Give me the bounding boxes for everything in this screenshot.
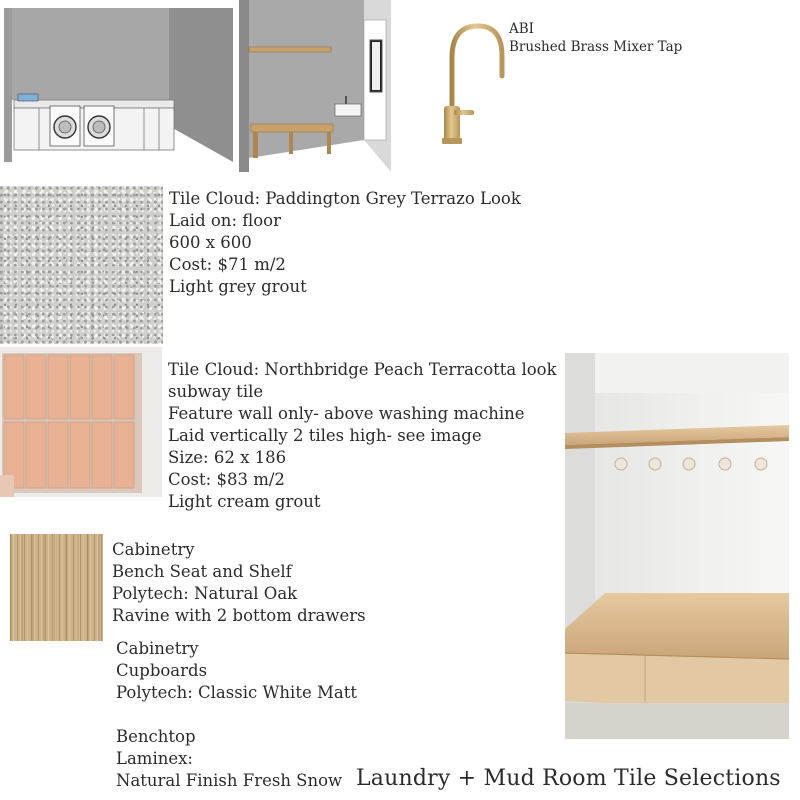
mudroom-photo (565, 353, 789, 739)
laundry-render (4, 8, 233, 162)
cabinetry-cupboards-line: Cabinetry (116, 639, 199, 658)
terrazzo-tile-swatch (0, 186, 163, 344)
subway-tile-swatch (0, 347, 162, 497)
terrazzo-line: Light grey grout (169, 277, 307, 296)
cabinetry-bench-line: Bench Seat and Shelf (112, 562, 292, 581)
cabinetry-bench-line: Cabinetry (112, 540, 195, 559)
cabinetry-bench-details (112, 539, 366, 627)
terrazzo-line: Tile Cloud: Paddington Grey Terrazo Look (169, 189, 521, 208)
mudroom-render (239, 0, 391, 172)
subway-line: Size: 62 x 186 (168, 448, 287, 467)
terrazzo-line: Laid on: floor (169, 211, 282, 230)
subway-line: Laid vertically 2 tiles high- see image (168, 426, 482, 445)
subway-line: subway tile (168, 382, 264, 401)
subway-line: Feature wall only- above washing machine (168, 404, 525, 423)
subway-line: Light cream grout (168, 492, 321, 511)
subway-line: Tile Cloud: Northbridge Peach Terracotta look (168, 360, 557, 379)
cabinetry-cupboards-details (116, 638, 357, 704)
tap-label (509, 20, 682, 56)
benchtop-line: Laminex: (116, 749, 193, 768)
board-title: Laundry + Mud Room Tile Selections (356, 766, 781, 791)
cabinetry-cupboards-line: Cupboards (116, 661, 208, 680)
benchtop-details (116, 726, 342, 792)
cabinetry-cupboards-line: Polytech: Classic White Matt (116, 683, 357, 702)
tap-name: Brushed Brass Mixer Tap (509, 39, 683, 55)
tap-brand: ABI (509, 21, 535, 37)
terrazzo-line: 600 x 600 (169, 233, 252, 252)
benchtop-line: Benchtop (116, 727, 196, 746)
mixer-tap-image (430, 18, 505, 148)
terrazzo-tile-details (169, 188, 521, 298)
subway-line: Cost: $83 m/2 (168, 470, 285, 489)
benchtop-line: Natural Finish Fresh Snow (116, 771, 343, 790)
cabinetry-bench-line: Polytech: Natural Oak (112, 584, 298, 603)
terrazzo-line: Cost: $71 m/2 (169, 255, 286, 274)
subway-tile-details (168, 359, 557, 513)
cabinetry-bench-line: Ravine with 2 bottom drawers (112, 606, 366, 625)
natural-oak-swatch (10, 534, 103, 641)
